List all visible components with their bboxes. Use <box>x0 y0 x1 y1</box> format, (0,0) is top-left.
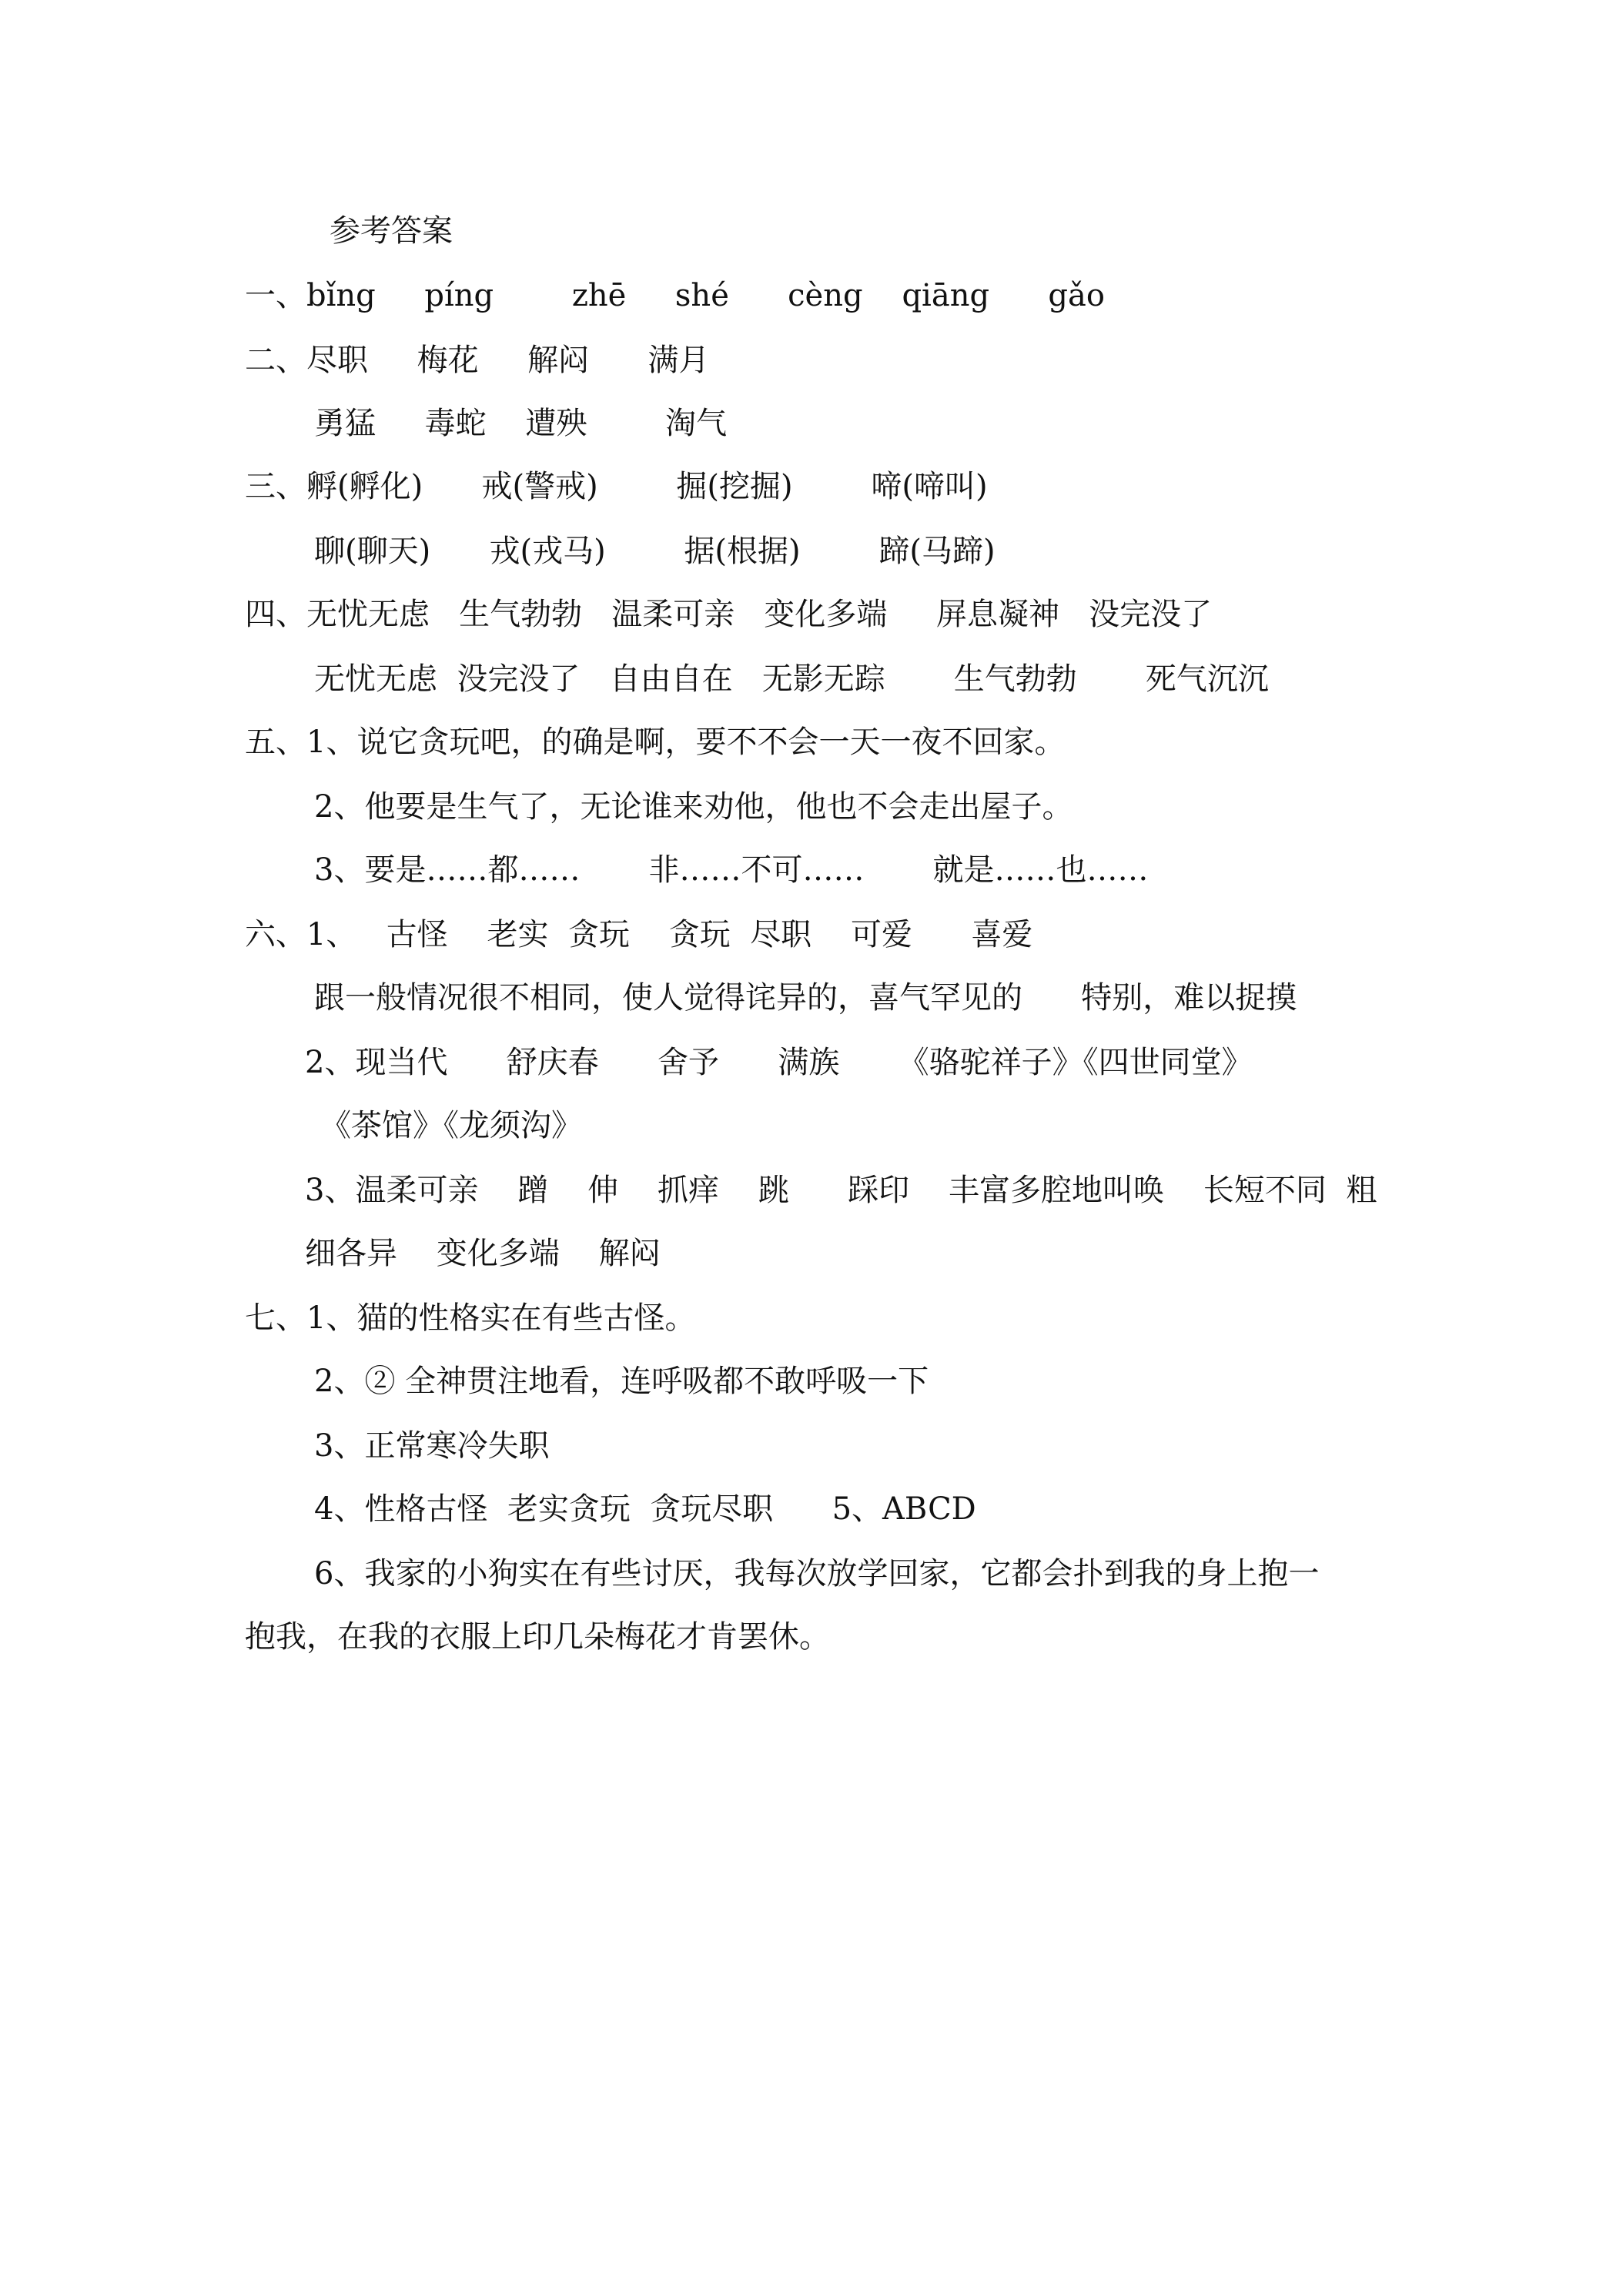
answer-line: 2、现当代 舒庆春 舍予 满族 《骆驼祥子》《四世同堂》 <box>305 1045 1253 1080</box>
answer-line: 无忧无虑 没完没了 自由自在 无影无踪 生气勃勃 死气沉沉 <box>314 661 1269 697</box>
answer-line: 聊(聊天) 戎(戎马) 据(根据) 蹄(马蹄) <box>314 534 996 569</box>
answer-line: 2、② 全神贯注地看，连呼吸都不敢呼吸一下 <box>314 1364 929 1399</box>
answer-line: 跟一般情况很不相同，使人觉得诧异的，喜气罕见的 特别，难以捉摸 <box>314 980 1297 1016</box>
answer-line: 七、1、猫的性格实在有些古怪。 <box>245 1300 696 1336</box>
answer-line: 二、尽职 梅花 解闷 满月 <box>245 343 710 378</box>
answer-line: 3、要是……都…… 非……不可…… 就是……也…… <box>314 852 1149 888</box>
page-title: 参考答案 <box>330 213 453 249</box>
answer-line: 3、温柔可亲 蹭 伸 抓痒 跳 踩印 丰富多腔地叫唤 长短不同 粗 <box>305 1173 1377 1208</box>
answer-line: 抱我，在我的衣服上印几朵梅花才肯罢休。 <box>245 1619 830 1655</box>
answer-line: 《茶馆》《龙须沟》 <box>320 1108 582 1143</box>
answer-line: 五、1、说它贪玩吧，的确是啊，要不不会一天一夜不回家。 <box>245 725 1066 760</box>
answer-line: 三、孵(孵化) 戒(警戒) 掘(挖掘) 啼(啼叫) <box>245 469 988 504</box>
answer-line: 四、无忧无虑 生气勃勃 温柔可亲 变化多端 屏息凝神 没完没了 <box>245 597 1213 632</box>
answer-line: 勇猛 毒蛇 遭殃 淘气 <box>314 406 728 441</box>
answer-line: 3、正常寒冷失职 <box>314 1428 550 1464</box>
answer-line: 六、1、 古怪 老实 贪玩 贪玩 尽职 可爱 喜爱 <box>245 917 1033 952</box>
answer-line: 细各异 变化多端 解闷 <box>305 1236 661 1271</box>
answer-line: 一、bǐng píng zhē shé cèng qiāng gǎo <box>245 278 1105 313</box>
answer-line: 2、他要是生气了，无论谁来劝他，他也不会走出屋子。 <box>314 789 1073 825</box>
answer-line: 6、我家的小狗实在有些讨厌，我每次放学回家，它都会扑到我的身上抱一 <box>314 1556 1320 1591</box>
answer-line: 4、性格古怪 老实贪玩 贪玩尽职 5、ABCD <box>314 1491 976 1527</box>
